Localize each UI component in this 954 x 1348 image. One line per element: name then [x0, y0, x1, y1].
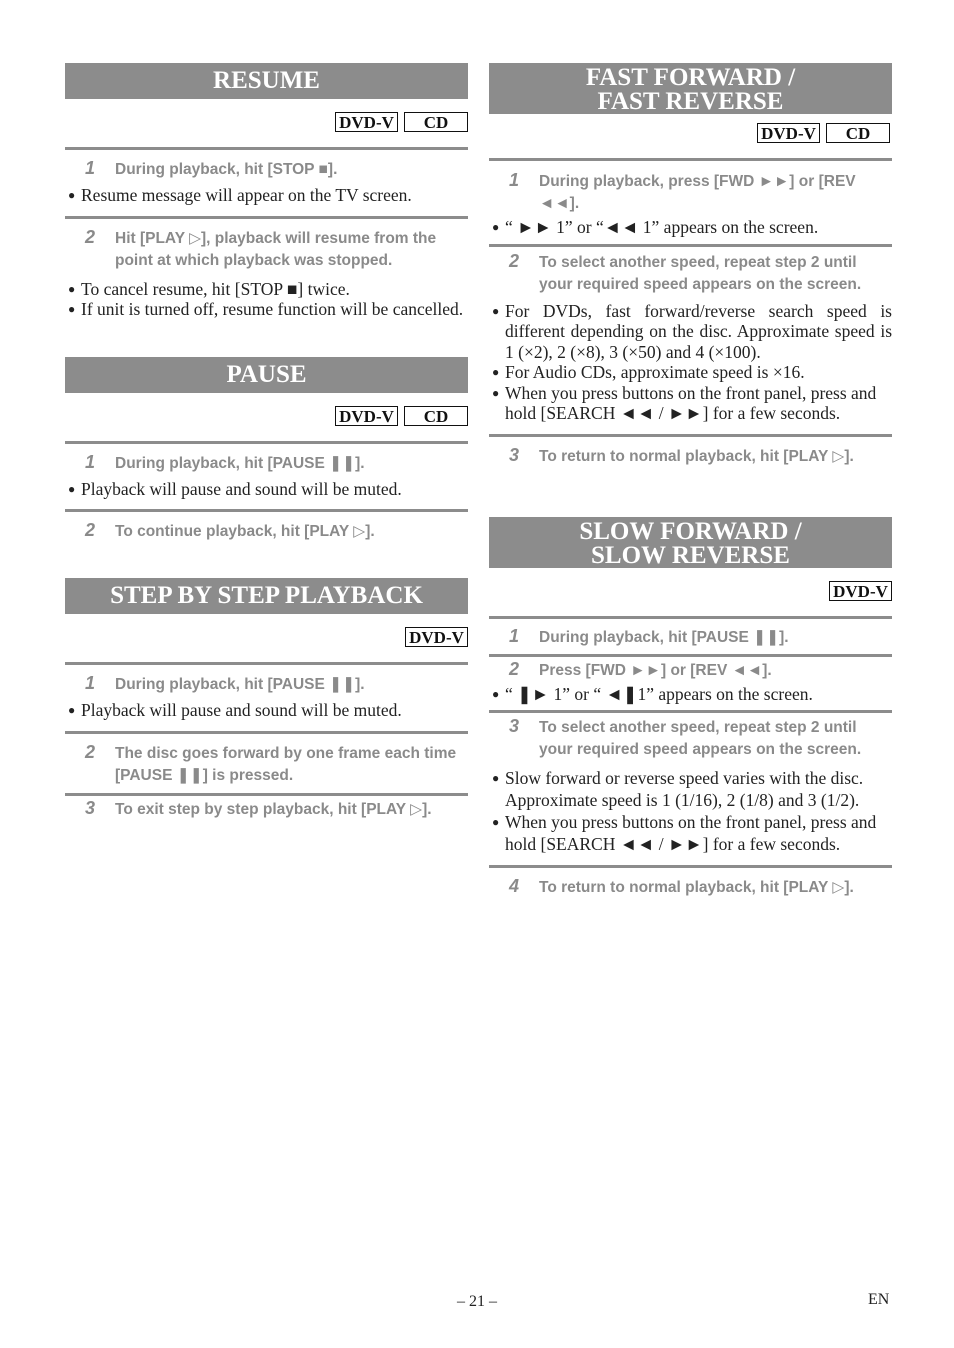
step-by-step-heading: [65, 578, 468, 614]
step-text: To continue playback, hit [PLAY ▷].: [115, 523, 375, 540]
slow-step-4: [489, 877, 892, 899]
slow-disc-badges: [489, 581, 892, 605]
step-number: 3: [509, 444, 520, 465]
pause-title: PAUSE: [226, 360, 307, 388]
divider: [65, 793, 468, 796]
note-text: Slow forward or reverse speed varies with the disc. Approximate speed is 1 (1/16), 2 (1/8) and 3 (1/2).: [505, 768, 864, 810]
note-text: If unit is turned off, resume function will be cancelled.: [81, 299, 464, 319]
step-text: To select another speed, repeat step 2 until your required speed appears on the screen.: [539, 253, 862, 293]
step-text: The disc goes forward by one frame each time [PAUSE ❚❚] is pressed.: [115, 744, 457, 784]
resume-cancel-note: ● To cancel resume, hit [STOP ■] twice.: [68, 278, 350, 299]
step-by-step-step-1: [65, 674, 468, 696]
step-by-step-step-3: [65, 799, 468, 821]
resume-heading: [65, 63, 468, 99]
step-by-step-disc-badges: [65, 627, 468, 651]
step-number: 1: [509, 170, 520, 190]
fast-dvd-speed-note: ● For DVDs, fast forward/reverse search speed is different depending on the disc. Approximate speed is 1 (×2), 2 (×8), 3 (×50) and 4 (×100).: [492, 300, 892, 362]
slow-heading: [489, 517, 892, 568]
cd-badge: CD: [826, 123, 890, 143]
fast-title-line-2: FAST REVERSE: [597, 88, 784, 115]
note-text: When you press buttons on the front panel, press and hold [SEARCH ◄◄ / ►►] for a few seconds.: [505, 812, 877, 854]
slow-step-2: [489, 660, 892, 682]
fast-step-3: [489, 446, 892, 468]
note-text: To cancel resume, hit [STOP ■] twice.: [81, 278, 350, 299]
fast-heading: [489, 63, 892, 114]
language-code: EN: [868, 1291, 890, 1308]
fast-front-panel-note: ● When you press buttons on the front panel, press and hold [SEARCH ◄◄ / ►►] for a few seconds.: [492, 382, 877, 423]
fast-step-1: [489, 171, 892, 215]
step-number: 3: [85, 797, 96, 818]
step-by-step-step-2: [65, 743, 468, 787]
dvd-v-badge: DVD-V: [405, 627, 468, 647]
resume-step-1: [65, 159, 468, 181]
resume-title: RESUME: [213, 67, 320, 94]
slow-title-line-2: SLOW REVERSE: [591, 541, 790, 569]
step-text: During playback, hit [STOP ■].: [115, 161, 338, 178]
step-by-step-note: ● Playback will pause and sound will be muted.: [68, 700, 402, 720]
step-number: 1: [85, 451, 96, 472]
divider: [489, 244, 892, 247]
slow-step-3: [489, 717, 892, 761]
pause-disc-badges: [65, 406, 468, 430]
divider: [65, 509, 468, 512]
step-text: To return to normal playback, hit [PLAY ▷].: [539, 447, 854, 465]
note-text: When you press buttons on the front panel, press and hold [SEARCH ◄◄ / ►►] for a few seconds.: [505, 382, 877, 423]
step-number: 2: [85, 226, 96, 247]
resume-power-note: ● If unit is turned off, resume function will be cancelled.: [68, 299, 464, 319]
slow-front-panel-note: ● When you press buttons on the front panel, press and hold [SEARCH ◄◄ / ►►] for a few seconds.: [492, 812, 877, 854]
pause-step-1: [65, 453, 468, 475]
step-number: 2: [85, 520, 96, 540]
note-text: Playback will pause and sound will be muted.: [81, 478, 402, 499]
step-text: During playback, hit [PAUSE ❚❚].: [115, 454, 365, 472]
divider: [489, 158, 892, 161]
pause-note: ● Playback will pause and sound will be muted.: [68, 478, 402, 499]
divider: [65, 147, 468, 150]
dvd-v-badge: DVD-V: [335, 112, 398, 132]
note-text: “ ►► 1” or “◄◄ 1” appears on the screen.: [505, 217, 819, 237]
fast-step-2: [489, 252, 892, 296]
divider: [65, 441, 468, 444]
divider: [489, 616, 892, 619]
step-text: During playback, hit [PAUSE ❚❚].: [539, 628, 789, 646]
slow-speed-note: ● Slow forward or reverse speed varies with the disc. Approximate speed is 1 (1/16), 2 (1/8) and 3 (1/2).: [492, 768, 864, 810]
fast-title-line-1: FAST FORWARD /: [585, 64, 796, 91]
dvd-v-badge: DVD-V: [757, 123, 820, 143]
step-text: During playback, hit [PAUSE ❚❚].: [115, 676, 365, 693]
page-number: – 21 –: [457, 1293, 497, 1310]
divider: [489, 865, 892, 868]
step-number: 3: [509, 716, 520, 736]
resume-note: ● Resume message will appear on the TV screen.: [68, 185, 412, 205]
slow-title-line-1: SLOW FORWARD /: [579, 517, 802, 545]
left-column: [65, 63, 468, 821]
pause-step-2: [65, 521, 468, 543]
divider: [65, 662, 468, 665]
resume-step-2: [65, 228, 468, 272]
step-number: 1: [85, 673, 96, 693]
dvd-v-badge: DVD-V: [335, 406, 398, 426]
step-number: 1: [509, 625, 520, 646]
dvd-v-badge: DVD-V: [829, 581, 892, 601]
step-text: To select another speed, repeat step 2 until your required speed appears on the screen.: [539, 719, 862, 758]
step-text: To return to normal playback, hit [PLAY ▷].: [539, 879, 854, 896]
slow-step-1: [489, 627, 892, 649]
note-text: Resume message will appear on the TV screen.: [81, 185, 412, 205]
divider: [489, 434, 892, 437]
slow-indicator-note: ● “ ❚► 1” or “ ◄❚1” appears on the screen.: [492, 683, 813, 704]
divider: [65, 216, 468, 219]
step-text: During playback, press [FWD ►►] or [REV ◄◄].: [539, 173, 856, 212]
step-number: 4: [509, 876, 520, 896]
step-number: 2: [85, 741, 96, 762]
step-number: 2: [509, 658, 520, 679]
step-number: 1: [85, 158, 96, 178]
pause-heading: [65, 357, 468, 393]
fast-cd-speed-note: ● For Audio CDs, approximate speed is ×16.: [492, 362, 805, 382]
fast-indicator-note: ● “ ►► 1” or “◄◄ 1” appears on the screen.: [492, 217, 819, 237]
note-text: For Audio CDs, approximate speed is ×16.: [505, 362, 805, 382]
step-text: To exit step by step playback, hit [PLAY ▷].: [115, 800, 432, 818]
step-text: Press [FWD ►►] or [REV ◄◄].: [539, 661, 772, 679]
fast-disc-badges: [489, 123, 892, 147]
note-text: “ ❚► 1” or “ ◄❚1” appears on the screen.: [505, 683, 813, 704]
divider: [489, 710, 892, 713]
resume-disc-badges: [65, 112, 468, 136]
divider: [65, 731, 468, 734]
cd-badge: CD: [404, 112, 468, 132]
cd-badge: CD: [404, 406, 468, 426]
divider: [489, 654, 892, 657]
step-text: Hit [PLAY ▷], playback will resume from the point at which playback was stopped.: [115, 229, 437, 269]
step-by-step-title: STEP BY STEP PLAYBACK: [110, 582, 423, 609]
note-text: For DVDs, fast forward/reverse search speed is different depending on the disc. Approximate speed is 1 (×2), 2 (×8), 3 (×50) and 4 (×100).: [505, 300, 892, 362]
step-number: 2: [509, 250, 520, 271]
right-column: [489, 63, 892, 899]
note-text: Playback will pause and sound will be muted.: [81, 700, 402, 720]
